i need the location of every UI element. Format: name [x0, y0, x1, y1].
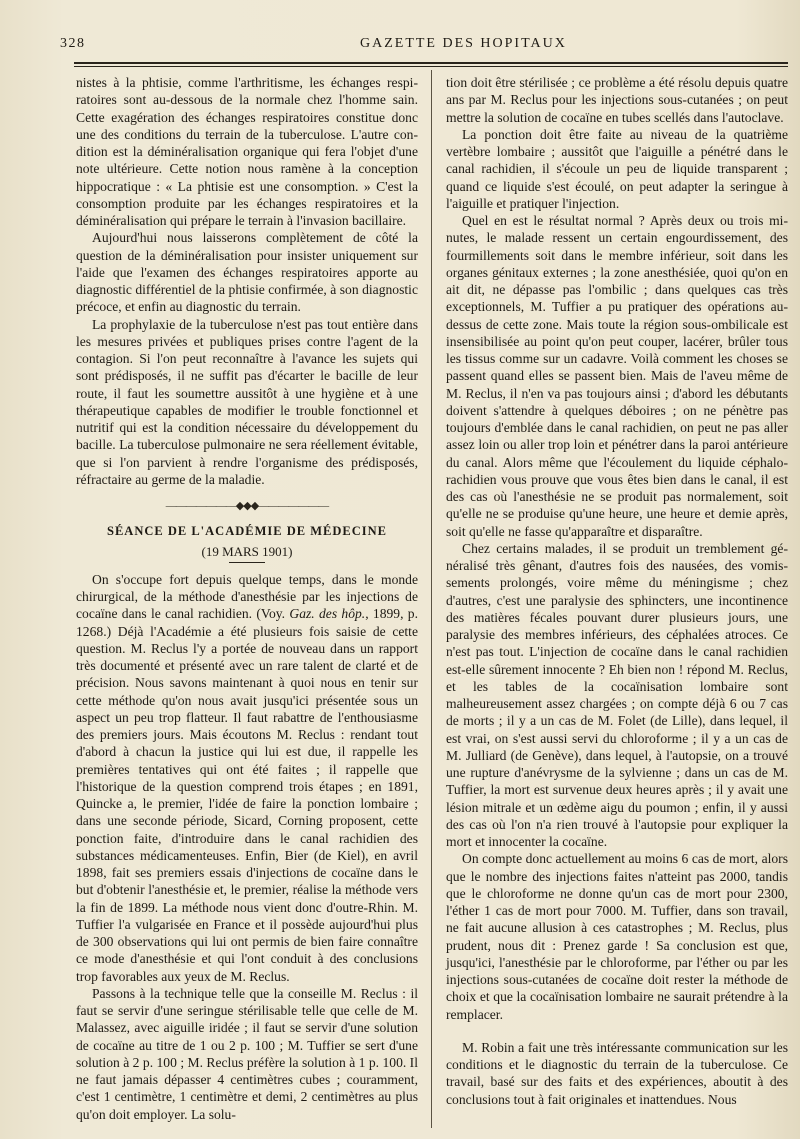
paragraph: tion doit être stérilisée ; ce problème a été résolu depuis quatre ans par M. Reclus pour les injections sous-cutanées ; on peut mettre la solution de cocaïne en tubes scellés dans l'autoclave. [446, 75, 788, 125]
paragraph: Passons à la technique telle que la conseille M. Reclus : il faut se servir d'une seringue stérilisable telle que celle de M. Malassez, avec aiguille iridée ; il faut se servir d'une solution de cocaïne au titre de 1 ou 2 p. 100 ; M. Tuffier se sert d'une solution à 2 p. 100 ; M. Reclus préfère la solution à 1 p. 100. Il ne faut jamais dépasser 4 centimètres cubes ; couramment, c'est 1 centimètre, 1 centimètre et demi, 2 centimètres au plus qu'on doit employer. La solu- [76, 985, 418, 1122]
paragraph: Chez certains malades, il se produit un tremblement généralisé très gênant, d'autres fois des nausées, des vomissements prolongés, voire même du méningisme ; chez d'autres, c'est une paralysie des sphincters, une incontinence des matières fécales pouvant durer plusieurs jours, une paralysie des membres inférieurs, des céphalées atroces. Ce n'est pas tout. L'injection de cocaïne dans le canal rachidien est-elle sûrement innocente ? Eh bien non ! répond M. Reclus, et les tables de la cocaïnisation lombaire sont malheureusement assez chargées ; on compte déjà 6 ou 7 cas de morts ; il y a un cas de M. Folet (de Lille), dans lequel, il est vrai, on s'est aussi servi du chloroforme ; il y a un cas de M. Julliard (de Genève), dans lequel, à l'autopsie, on a trouvé une rupture d'anévrysme de la sylvienne ; dans un cas de M. Tuffier, la mort est survenue deux heures après ; il y avait une lésion mitrale et un œdème aigu du poumon ; enfin, il y aussi des cas où l'on n'a rien trouvé à l'autopsie pour expliquer la mort et innocenter la cocaïne. [446, 540, 788, 849]
journal-reference: Gaz. des hôp. [289, 606, 366, 622]
paragraph: M. Robin a fait une très intéressante communication sur les conditions et le diagnostic du terrain de la tuberculose. Ce travail, basé sur des faits et des expériences, aboutit à des conclusions tout à fait originales et inattendues. Nous [446, 1039, 788, 1107]
paragraph-text: On s'occupe fort depuis quelque temps, dans le monde chirurgical, de la méthode d'anesthésie par les injections de cocaïne dans le canal rachidien. (Voy. [76, 571, 418, 622]
paragraph: nistes à la phtisie, comme l'arthritisme, les échanges respiratoires sont au-dessous de la normale chez l'homme sain. Cette exagération des échanges respiratoires constitue donc une des conditions du terrain de la tuberculose. L'autre condition est la déminéralisation organique qui fera l'objet d'une note ultérieure. Cette notion nous ramène à la conception hippocratique : « La phtisie est une consomption. » C'est la consomption produite par les échanges respiratoires et la déminéralisation qui prépare le terrain à l'invasion bacillaire. [76, 75, 418, 228]
paragraph-text: , 1899, p. 1268.) Déjà l'Académie a été plusieurs fois saisie de cette question. M. Reclus l'y a portée de nouveau dans un rapport très documenté et présenté avec un rare talent de clarté et de précision. Nous savons maintenant à quoi nous en tenir sur cette méthode qu'on nous avait jusqu'ici présentée sous un aspect un peu trop flatteur. Il faut rabattre de l'enthousiasme des premiers jours. Mais écoutons M. Reclus : rendant tout d'abord à chacun la justice qui lui est due, il rappelle les premières tentatives qui ont été faites ; il rappelle que l'historique de la question comprend trois étapes ; en 1891, Quincke a, le premier, l'idée de faire la ponction lombaire ; dans une seconde période, Sicard, Corning proposent, cette ponction faite, d'introduire dans le canal rachidien des substances médicamenteuses. Enfin, Bier (de Kiel), en avril 1898, fait ses premiers essais d'injections de cocaïne dans le but d'obtenir l'anesthésie et, le premier, réalise la méthode vers la fin de 1899. La méthode nous vient donc d'outre-Rhin. M. Tuffier l'a vulgarisée en France et il possède aujourd'hui plus de 300 observations qui lui ont permis de bien faire connaître ce mode d'anesthésie et qui l'ont conduit à des conclusions trop favorables aux yeux de M. Reclus. [76, 606, 419, 984]
right-column [446, 74, 788, 1108]
paragraph [76, 571, 418, 985]
spacer [446, 1023, 788, 1039]
section-ornament: ———————◆◆◆——————— [165, 500, 329, 512]
page-header [60, 36, 790, 62]
paragraph: La prophylaxie de la tuberculose n'est pas tout entière dans les mesures privées et publiques prises contre l'agent de la contagion. Si l'on peut reconnaître à l'avance les sujets qui sont prédisposés, il ne suffit pas d'écarter le bacille de leur route, il faut les soumettre aussitôt à une hygiène et à une thérapeutique capables de modifier le trouble fonctionnel et nutritif qui est la condition nécessaire du développement du bacille. La tuberculose pulmonaire ne sera réellement évitable, que si l'on parvient à rendre l'organisme des prédisposés, réfractaire au germe de la maladie. [76, 316, 418, 487]
paragraph: Aujourd'hui nous laisserons complètement de côté la question de la déminéralisation pour insister uniquement sur l'aide que l'examen des échanges respiratoires apporte au diagnostic différentiel de la phtisie confirmée, à son diagnostic précoce, et enfin au diagnostic du terrain. [76, 230, 418, 315]
left-column [76, 74, 418, 1123]
paragraph: Quel en est le résultat normal ? Après deux ou trois minutes, le malade ressent un certain engourdissement, des fourmillements soit dans le membre inférieur, soit dans les organes génitaux externes ; la zone anesthésiée, quoi qu'on en ait dit, ne dépasse pas l'ombilic ; dans quelques cas très exceptionnels, M. Tuffier a pu pratiquer des opérations au-dessus de cette zone. Mais toute la région sous-ombilicale est insensibilisée au point qu'on peut couper, lacérer, brûler tous les tissus comme sur un cadavre. Voilà comment les choses se passent quand elles se passent bien. Mais de l'aveu même de M. Reclus, il n'en va pas toujours ainsi ; d'abord les débutants doivent s'attendre à quelques déboires ; on ne pénètre pas toujours d'emblée dans le canal rachidien, on peut ne pas aller assez loin ou aller trop loin et pénétrer dans la paroi antérieure du canal. Alors même que l'écoulement du liquide céphalo-rachidien vous prouve que vous êtes bien dans le canal, il est des cas où l'anesthésie ne se produit pas normalement, soit qu'elle ne se produise qu'une heure, une heure et demie après, soit qu'elle ne fasse qu'apparaître et disparaître. [446, 213, 788, 539]
paragraph: La ponction doit être faite au niveau de la quatrième vertèbre lombaire ; aussitôt que l'aiguille a pénétré dans le canal rachidien, il s'écoule un peu de liquide transparent ; quand ce liquide s'est écoulé, on peut adapter la seringue à l'aiguille et pratiquer l'injection. [446, 126, 788, 211]
section-title: SÉANCE DE L'ACADÉMIE DE MÉDECINE [107, 524, 387, 539]
running-title: GAZETTE DES HOPITAUX [360, 36, 567, 51]
section-rule [229, 562, 265, 563]
paragraph: On compte donc actuellement au moins 6 cas de mort, alors que le nombre des injections faites n'atteint pas 2000, tandis que le chloroforme ne donne qu'un cas de mort pour 2300, l'éther 1 cas de mort pour 7000. M. Tuffier, dans son travail, ne fait aucune allusion à ces catastrophes ; M. Reclus, plus prudent, nous dit : Prenez garde ! Sa conclusion est que, jusqu'ici, l'anesthésie par le chloroforme, par l'éther ou par les injections sous-cutanées de cocaïne doit rester la méthode de choix et que la cocaïnisation lombaire ne saurait prétendre à la remplacer. [446, 851, 788, 1022]
section-date: (19 MARS 1901) [201, 543, 293, 559]
header-rule [74, 62, 788, 64]
header-rule-thin [74, 66, 788, 67]
column-divider [431, 70, 432, 1128]
page-number: 328 [60, 36, 86, 51]
